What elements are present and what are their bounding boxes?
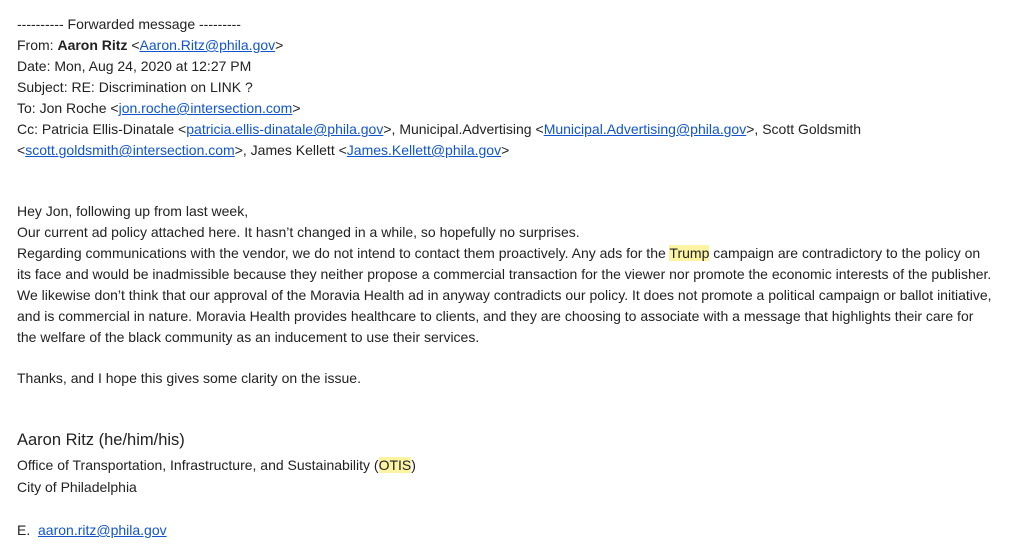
body-greeting: Hey Jon, following up from last week,	[17, 203, 249, 219]
from-name: Aaron Ritz	[57, 37, 128, 53]
body-p3-text-a: Regarding communications with the vendor, we do not intend to contact them proactively. Any ads for the	[17, 245, 670, 261]
body-line-2: Our current ad policy attached here. It hasn’t changed in a while, so hopefully no surprises.	[17, 224, 580, 240]
to-label: To:	[17, 100, 36, 116]
forward-header-label: ---------- Forwarded message ---------	[17, 16, 241, 32]
cc-name-3: Scott Goldsmith	[762, 121, 862, 137]
body-paragraph-4-line-3: the welfare of the black community as an inducement to use their services.	[17, 329, 480, 345]
highlight-trump: Trump	[669, 245, 710, 261]
subject-label: Subject:	[17, 79, 68, 95]
body-paragraph-4-line-2: and is commercial in nature. Moravia Health provides healthcare to clients, and they are choosing to associate with a message that highlights their care for	[17, 308, 974, 324]
signature-office-text-b: )	[411, 457, 416, 473]
cc-line-cont: <scott.goldsmith@intersection.com>, James Kellett <James.Kellett@phila.gov>	[17, 142, 510, 158]
highlight-otis: OTIS	[378, 457, 412, 473]
to-line: To: Jon Roche <jon.roche@intersection.com>	[17, 100, 301, 116]
cc-email-link-2[interactable]: Municipal.Advertising@phila.gov	[543, 121, 747, 137]
signature-email-line	[17, 520, 167, 540]
date-label: Date:	[17, 58, 51, 74]
signature-email-link[interactable]: aaron.ritz@phila.gov	[38, 522, 167, 538]
to-email-link[interactable]: jon.roche@intersection.com	[118, 100, 293, 116]
signature-city: City of Philadelphia	[17, 479, 137, 495]
body-paragraph-3-line-2: its face and would be inadmissible because they neither propose a commercial transaction for the viewer nor promote the economic interests of the publisher.	[17, 266, 992, 282]
cc-email-link-3[interactable]: scott.goldsmith@intersection.com	[25, 142, 235, 158]
signature-office	[17, 455, 416, 475]
subject-value: RE: Discrimination on LINK ?	[71, 79, 253, 95]
body-p3-text-b: campaign are contradictory to the policy on	[709, 245, 981, 261]
cc-name-2: Municipal.Advertising	[399, 121, 532, 137]
signature-name: Aaron Ritz (he/him/his)	[17, 431, 185, 449]
from-label: From:	[17, 37, 54, 53]
body-paragraph-4-line-1: We likewise don’t think that our approval of the Moravia Health ad in anyway contradicts our policy. It does not promote a political campaign or ballot initiative,	[17, 287, 992, 303]
cc-name-4: James Kellett	[250, 142, 335, 158]
cc-email-link-1[interactable]: patricia.ellis-dinatale@phila.gov	[186, 121, 384, 137]
signature-email-label: E.	[17, 522, 31, 538]
from-line: From: Aaron Ritz <Aaron.Ritz@phila.gov>	[17, 37, 284, 53]
subject-line	[17, 77, 253, 97]
to-name: Jon Roche	[39, 100, 107, 116]
cc-name-1: Patricia Ellis-Dinatale	[41, 121, 175, 137]
signature-office-text-a: Office of Transportation, Infrastructure, and Sustainability (	[17, 457, 379, 473]
cc-label: Cc:	[17, 121, 38, 137]
cc-email-link-4[interactable]: James.Kellett@phila.gov	[346, 142, 502, 158]
date-line	[17, 56, 251, 76]
body-closing: Thanks, and I hope this gives some clarity on the issue.	[17, 370, 361, 386]
date-value: Mon, Aug 24, 2020 at 12:27 PM	[54, 58, 252, 74]
from-email-link[interactable]: Aaron.Ritz@phila.gov	[139, 37, 276, 53]
body-paragraph-3-line-1	[17, 243, 980, 263]
cc-line: Cc: Patricia Ellis-Dinatale <patricia.ellis-dinatale@phila.gov>, Municipal.Advertising <Municipal.Advertising@phila.gov>, Scott Goldsmith	[17, 121, 862, 137]
